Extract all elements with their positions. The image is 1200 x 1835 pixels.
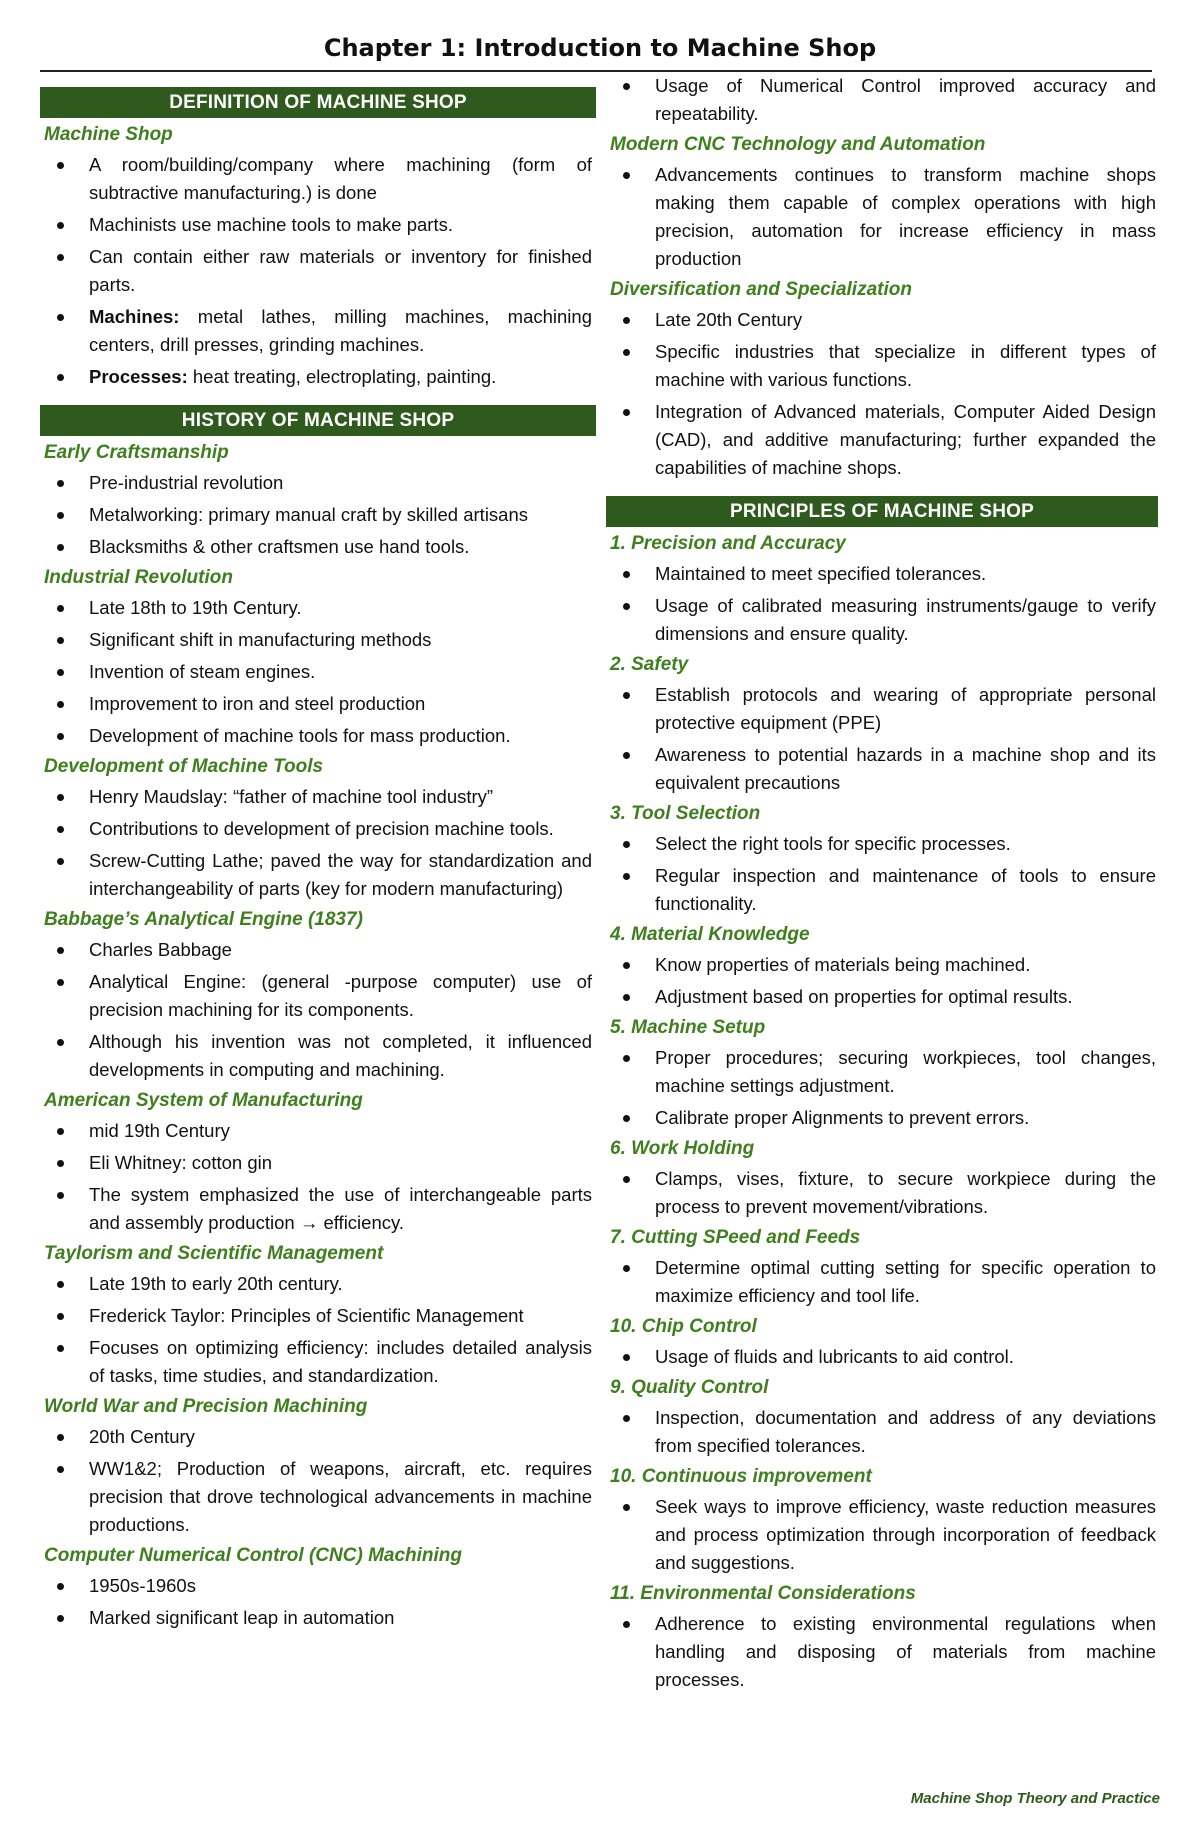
bullet-item <box>40 626 596 654</box>
bullet-list <box>606 1343 1160 1371</box>
section-heading-industrial-revolution: Industrial Revolution <box>44 567 233 588</box>
bullet-item <box>40 690 596 718</box>
bullet-item <box>606 1493 1160 1577</box>
bullet-text: Adherence to existing environmental regulations when handling and disposing of materials from machine processes. <box>655 1613 1156 1690</box>
bullet-text: Charles Babbage <box>89 939 232 960</box>
bullet-text: Clamps, vises, fixture, to secure workpiece during the process to prevent movement/vibrations. <box>655 1168 1156 1217</box>
bullet-list <box>606 560 1160 648</box>
bullet-item <box>606 1610 1160 1694</box>
footer-text: Machine Shop Theory and Practice <box>910 1790 1160 1807</box>
bullet-list <box>606 951 1160 1011</box>
section-heading-2-safety: 2. Safety <box>610 654 689 675</box>
bullet-text: Eli Whitney: cotton gin <box>89 1152 273 1173</box>
bullet-list <box>40 1572 596 1632</box>
bullet-item <box>40 1302 596 1330</box>
section-heading-american-system-of-manufacturing: American System of Manufacturing <box>44 1090 363 1111</box>
bullet-text: 20th Century <box>89 1426 195 1447</box>
bullet-item <box>40 1149 596 1177</box>
bullet-lead-term: Machines: <box>89 306 180 327</box>
bullet-text: Maintained to meet specified tolerances. <box>655 563 987 584</box>
section-heading-babbage-s-analytical-engine-1837: Babbage’s Analytical Engine (1837) <box>44 909 363 930</box>
bullet-list <box>40 469 596 561</box>
bullet-item <box>40 722 596 750</box>
section-heading-7-cutting-speed-and-feeds: 7. Cutting SPeed and Feeds <box>610 1227 861 1248</box>
bullet-text: Blacksmiths & other craftsmen use hand tools. <box>89 536 470 557</box>
bullet-text: Can contain either raw materials or inventory for finished parts. <box>89 246 592 295</box>
section-heading-computer-numerical-control-cnc-machining: Computer Numerical Control (CNC) Machining <box>44 1545 463 1566</box>
bullet-list <box>40 594 596 750</box>
bullet-text: Late 18th to 19th Century. <box>89 597 302 618</box>
bullet-list <box>606 681 1160 797</box>
bullet-text: Calibrate proper Alignments to prevent errors. <box>655 1107 1030 1128</box>
bullet-list <box>606 1254 1160 1310</box>
bullet-item <box>40 1181 596 1237</box>
page-title: Chapter 1: Introduction to Machine Shop <box>323 34 877 62</box>
section-banner-history-of-machine-shop: HISTORY OF MACHINE SHOP <box>40 405 596 436</box>
bullet-text: Awareness to potential hazards in a machine shop and its equivalent precautions <box>655 744 1156 793</box>
bullet-item <box>606 1104 1160 1132</box>
bullet-item <box>40 1028 596 1084</box>
bullet-list <box>40 1117 596 1237</box>
bullet-text: Select the right tools for specific processes. <box>655 833 1011 854</box>
bullet-item <box>606 862 1160 918</box>
section-heading-machine-shop: Machine Shop <box>44 124 173 145</box>
left-column <box>40 74 596 1636</box>
bullet-text: Usage of calibrated measuring instruments/gauge to verify dimensions and ensure quality. <box>655 595 1156 644</box>
bullet-item <box>40 501 596 529</box>
bullet-text: Focuses on optimizing efficiency: includes detailed analysis of tasks, time studies, and standardization. <box>89 1337 592 1386</box>
bullet-list <box>40 783 596 903</box>
bullet-text: Specific industries that specialize in different types of machine with various functions. <box>655 341 1156 390</box>
bullet-list <box>606 830 1160 918</box>
bullet-list <box>40 1270 596 1390</box>
bullet-text: Late 20th Century <box>655 309 803 330</box>
bullet-list <box>40 1423 596 1539</box>
bullet-text: metal lathes, milling machines, machining centers, drill presses, grinding machines. <box>89 306 592 355</box>
bullet-item <box>40 1455 596 1539</box>
bullet-text: The system emphasized the use of interchangeable parts and assembly production → efficiency. <box>89 1184 592 1233</box>
bullet-item <box>606 741 1160 797</box>
bullet-text: Adjustment based on properties for optimal results. <box>655 986 1073 1007</box>
bullet-item <box>606 560 1160 588</box>
bullet-item <box>40 469 596 497</box>
section-heading-4-material-knowledge: 4. Material Knowledge <box>610 924 810 945</box>
bullet-text: Frederick Taylor: Principles of Scientific Management <box>89 1305 524 1326</box>
bullet-item <box>40 533 596 561</box>
bullet-item <box>40 303 596 359</box>
bullet-text: Contributions to development of precision machine tools. <box>89 818 554 839</box>
bullet-text: Inspection, documentation and address of any deviations from specified tolerances. <box>655 1407 1156 1456</box>
bullet-item <box>606 983 1160 1011</box>
bullet-text: Pre-industrial revolution <box>89 472 284 493</box>
section-heading-9-quality-control: 9. Quality Control <box>610 1377 769 1398</box>
bullet-text: Know properties of materials being machined. <box>655 954 1031 975</box>
bullet-list <box>606 72 1160 128</box>
bullet-item <box>606 1254 1160 1310</box>
bullet-text: Proper procedures; securing workpieces, tool changes, machine settings adjustment. <box>655 1047 1156 1096</box>
bullet-list <box>40 936 596 1084</box>
bullet-item <box>606 592 1160 648</box>
bullet-list <box>606 1404 1160 1460</box>
bullet-text: Seek ways to improve efficiency, waste reduction measures and process optimization through incorporation of feedback and suggestions. <box>655 1496 1156 1573</box>
right-column <box>606 72 1160 1698</box>
bullet-item <box>606 338 1160 394</box>
section-heading-world-war-and-precision-machining: World War and Precision Machining <box>44 1396 368 1417</box>
bullet-text: Significant shift in manufacturing methods <box>89 629 432 650</box>
bullet-list <box>606 306 1160 482</box>
bullet-text: WW1&2; Production of weapons, aircraft, etc. requires precision that drove technological advancements in machine productions. <box>89 1458 592 1535</box>
bullet-item <box>40 783 596 811</box>
section-heading-modern-cnc-technology-and-automation: Modern CNC Technology and Automation <box>610 134 986 155</box>
section-heading-taylorism-and-scientific-management: Taylorism and Scientific Management <box>44 1243 384 1264</box>
bullet-list <box>606 1165 1160 1221</box>
bullet-item <box>40 658 596 686</box>
bullet-item <box>40 1572 596 1600</box>
bullet-item <box>40 847 596 903</box>
bullet-text: A room/building/company where machining (form of subtractive manufacturing.) is done <box>89 154 592 203</box>
bullet-text: Analytical Engine: (general -purpose computer) use of precision machining for its components. <box>89 971 592 1020</box>
bullet-item <box>606 1404 1160 1460</box>
bullet-item <box>606 1044 1160 1100</box>
bullet-item <box>40 594 596 622</box>
section-heading-early-craftsmanship: Early Craftsmanship <box>44 442 229 463</box>
bullet-item <box>606 398 1160 482</box>
bullet-text: Usage of fluids and lubricants to aid control. <box>655 1346 1014 1367</box>
bullet-item <box>606 1343 1160 1371</box>
section-heading-5-machine-setup: 5. Machine Setup <box>610 1017 766 1038</box>
bullet-item <box>40 151 596 207</box>
bullet-item <box>40 815 596 843</box>
bullet-text: Late 19th to early 20th century. <box>89 1273 343 1294</box>
bullet-list <box>606 1610 1160 1694</box>
section-heading-1-precision-and-accuracy: 1. Precision and Accuracy <box>610 533 846 554</box>
bullet-item <box>606 681 1160 737</box>
bullet-item <box>40 363 596 391</box>
bullet-item <box>40 1270 596 1298</box>
bullet-item <box>606 72 1160 128</box>
bullet-item <box>606 830 1160 858</box>
section-heading-10-chip-control: 10. Chip Control <box>610 1316 757 1337</box>
section-heading-6-work-holding: 6. Work Holding <box>610 1138 755 1159</box>
bullet-text: Improvement to iron and steel production <box>89 693 426 714</box>
bullet-text: Development of machine tools for mass production. <box>89 725 511 746</box>
bullet-text: heat treating, electroplating, painting. <box>187 366 497 387</box>
section-heading-10-continuous-improvement: 10. Continuous improvement <box>610 1466 872 1487</box>
bullet-item <box>40 243 596 299</box>
bullet-list <box>606 161 1160 273</box>
bullet-item <box>40 211 596 239</box>
bullet-item <box>40 1117 596 1145</box>
bullet-item <box>606 306 1160 334</box>
bullet-text: Establish protocols and wearing of appropriate personal protective equipment (PPE) <box>655 684 1156 733</box>
bullet-text: 1950s-1960s <box>89 1575 196 1596</box>
bullet-text: mid 19th Century <box>89 1120 230 1141</box>
bullet-text: Integration of Advanced materials, Computer Aided Design (CAD), and additive manufacturing; further expanded the capabilities of machine shops. <box>655 401 1156 478</box>
bullet-text: Screw-Cutting Lathe; paved the way for standardization and interchangeability of parts (key for modern manufacturing) <box>89 850 592 899</box>
bullet-item <box>40 1423 596 1451</box>
bullet-text: Metalworking: primary manual craft by skilled artisans <box>89 504 529 525</box>
section-heading-3-tool-selection: 3. Tool Selection <box>610 803 761 824</box>
bullet-item <box>40 1604 596 1632</box>
bullet-item <box>40 968 596 1024</box>
bullet-text: Advancements continues to transform machine shops making them capable of complex operations with high precision, automation for increase efficiency in mass production <box>655 164 1156 269</box>
bullet-lead-term: Processes: <box>89 366 188 387</box>
bullet-item <box>40 936 596 964</box>
bullet-text: Although his invention was not completed, it influenced developments in computing and machining. <box>89 1031 592 1080</box>
bullet-list <box>606 1044 1160 1132</box>
bullet-list <box>606 1493 1160 1577</box>
section-banner-principles-of-machine-shop: PRINCIPLES OF MACHINE SHOP <box>606 496 1158 527</box>
bullet-text: Regular inspection and maintenance of tools to ensure functionality. <box>655 865 1156 914</box>
section-heading-11-environmental-considerations: 11. Environmental Considerations <box>610 1583 916 1604</box>
bullet-text: Marked significant leap in automation <box>89 1607 395 1628</box>
bullet-text: Henry Maudslay: “father of machine tool industry” <box>89 786 494 807</box>
bullet-text: Machinists use machine tools to make parts. <box>89 214 453 235</box>
bullet-item <box>606 161 1160 273</box>
bullet-item <box>606 951 1160 979</box>
bullet-text: Invention of steam engines. <box>89 661 316 682</box>
section-heading-development-of-machine-tools: Development of Machine Tools <box>44 756 324 777</box>
section-banner-definition-of-machine-shop: DEFINITION OF MACHINE SHOP <box>40 87 596 118</box>
bullet-list <box>40 151 596 391</box>
bullet-item <box>40 1334 596 1390</box>
bullet-item <box>606 1165 1160 1221</box>
section-heading-diversification-and-specialization: Diversification and Specialization <box>610 279 912 300</box>
bullet-text: Usage of Numerical Control improved accuracy and repeatability. <box>655 75 1156 124</box>
bullet-text: Determine optimal cutting setting for specific operation to maximize efficiency and tool life. <box>655 1257 1156 1306</box>
